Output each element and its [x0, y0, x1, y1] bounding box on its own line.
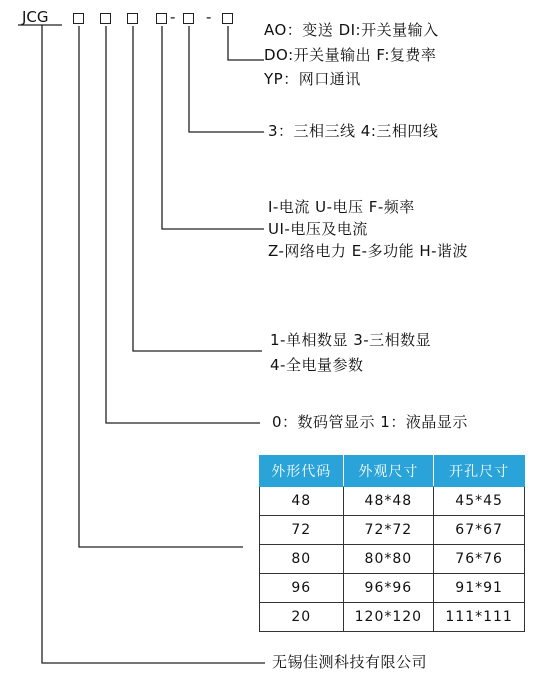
display-count-option-line-2: 4-全电量参数 [270, 356, 364, 374]
table-cell: 48*48 [343, 487, 434, 516]
measurement-option-line-1: I-电流 U-电压 F-频率 [268, 198, 415, 216]
function-option-line-2: DO:开关量输出 F:复费率 [264, 46, 437, 64]
table-cell: 111*111 [434, 603, 525, 632]
table-cell: 20 [260, 603, 344, 632]
table-header-cell: 开孔尺寸 [434, 456, 525, 487]
model-dash-1: - [170, 8, 176, 26]
table-cell: 48 [260, 487, 344, 516]
company-name: 无锡佳测科技有限公司 [272, 653, 428, 671]
function-option-line-1: AO：变送 DI:开关量输入 [264, 21, 439, 39]
measurement-option-line-3: Z-网络电力 E-多功能 H-谐波 [268, 242, 469, 260]
table-row [260, 516, 525, 545]
code-box-function [222, 13, 233, 24]
table-cell: 67*67 [434, 516, 525, 545]
model-prefix: JCG [22, 8, 49, 26]
table-cell: 120*120 [343, 603, 434, 632]
wiring-option: 3：三相三线 4:三相四线 [268, 122, 439, 140]
table-row [260, 545, 525, 574]
size-spec-table [259, 455, 525, 632]
table-row [260, 603, 525, 632]
table-cell: 80 [260, 545, 344, 574]
table-cell: 96 [260, 574, 344, 603]
code-box-display-type [100, 13, 111, 24]
measurement-option-line-2: UI-电压及电流 [268, 220, 368, 238]
code-box-measurement [156, 13, 167, 24]
table-cell: 72*72 [343, 516, 434, 545]
table-cell: 76*76 [434, 545, 525, 574]
function-option-line-3: YP：网口通讯 [264, 70, 361, 88]
table-header-cell: 外观尺寸 [343, 456, 434, 487]
table-row [260, 487, 525, 516]
model-dash-2: - [206, 8, 212, 26]
table-cell: 91*91 [434, 574, 525, 603]
table-header-cell: 外形代码 [260, 456, 344, 487]
code-box-size [73, 13, 84, 24]
display-type-option: 0：数码管显示 1：液晶显示 [272, 413, 468, 431]
code-box-display-count [127, 13, 138, 24]
table-cell: 96*96 [343, 574, 434, 603]
table-cell: 80*80 [343, 545, 434, 574]
table-cell: 45*45 [434, 487, 525, 516]
table-cell: 72 [260, 516, 344, 545]
table-header-row [260, 456, 525, 487]
table-row [260, 574, 525, 603]
display-count-option-line-1: 1-单相数显 3-三相数显 [270, 331, 432, 349]
code-box-wiring [183, 13, 194, 24]
